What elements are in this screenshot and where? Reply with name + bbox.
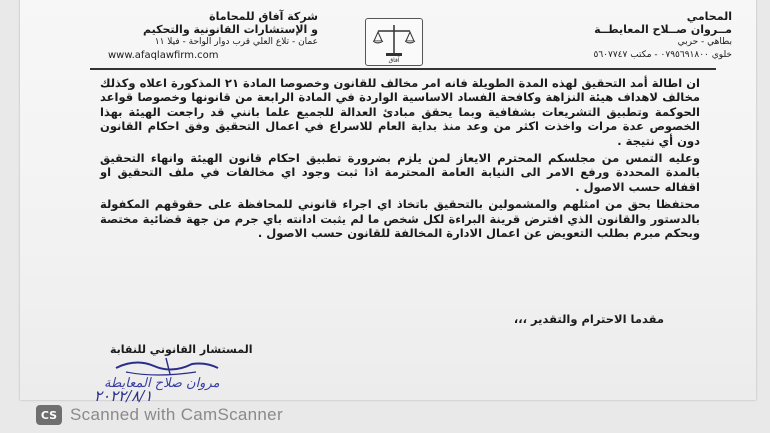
header-divider: [90, 68, 716, 70]
camscanner-logo-icon: CS: [36, 405, 62, 425]
lawyer-role: المحامي: [686, 10, 732, 23]
lawyer-header: [492, 10, 732, 62]
closing-line: مقدما الاحترام والتقدير ،،،: [513, 312, 664, 326]
letter-body: [100, 76, 700, 243]
firm-address: عمان - تلاع العلي قرب دوار الواحة - فيلا ١١: [154, 37, 318, 47]
signature-date: ٢٠٢٢/٨/١: [94, 387, 153, 405]
lawyer-name: مــروان صــلاح المعايطــة: [594, 23, 732, 36]
firm-logo: [365, 18, 423, 66]
signature-name: مروان صلاح المعايطة: [104, 376, 220, 391]
watermark-text: Scanned with CamScanner: [70, 405, 283, 424]
firm-website: www.afaqlawfirm.com: [108, 50, 219, 61]
signatory-title: المستشار القانوني للنقابة: [110, 343, 253, 356]
firm-name: شركة آفاق للمحاماة: [209, 10, 318, 23]
firm-header: [68, 10, 318, 62]
scales-of-justice-icon: [366, 19, 422, 65]
lawyer-contact: خلوي ٠٧٩٥٦٩١٨٠٠ - مكتب ٥٦٠٧٧٤٧: [593, 50, 732, 60]
lawyer-sub: بطاهي - حربي: [677, 37, 732, 47]
document-page: [20, 0, 756, 405]
paragraph-3: محتفظا بحق من امثلهم والمشمولين بالتحقيق باتخاذ اي اجراء قانوني للمحافظة على حقوقهم المكفولة بالدستور والقانون الذي افترض قرينة البراءة لكل شخص ما لم يثبت ادانته باي جرم من جهة قضائية مختصة وبحكم مبرم بطلب التعويض عن اعمال الادارة المخالفة للقانون حسب الاصول .: [100, 197, 700, 241]
firm-services: و الإستشارات القانونية والتحكيم: [142, 23, 318, 36]
logo-label: آفاق: [388, 57, 400, 64]
paragraph-2: وعليه التمس من مجلسكم المحترم الايعاز لمن يلزم بضرورة تطبيق احكام قانون الهيئة وانهاء التحقيق بالمدة المحددة ورفع الامر الى النيابة العامة المحترمة اذا ثبت وجود اي مخالفات في ملف التحقيق او اقفاله حسب الاصول .: [100, 151, 700, 194]
camscanner-watermark: [36, 402, 283, 428]
paragraph-1: ان اطالة أمد التحقيق لهذه المدة الطويلة فانه امر مخالف للقانون وخصوصا المادة ٢١ المذكورة اعلاه وكذلك مخالف لاهداف هيئة النزاهة وكافحة الفساد الاساسية الواردة في المادة الرابعة من قانونها وخصوصا قواعد الحوكمة وتطبيق التشريعات بشفافية وبما يحقق مبادئ العدالة للجميع علما بانني قد راجعت الهيئة بهذا الخصوص عدة مرات واخذت اكثر من وعد منذ بداية العام للاسراع في اعمال التحقيق وفق احكام القانون دون أي نتيجة .: [100, 76, 700, 148]
